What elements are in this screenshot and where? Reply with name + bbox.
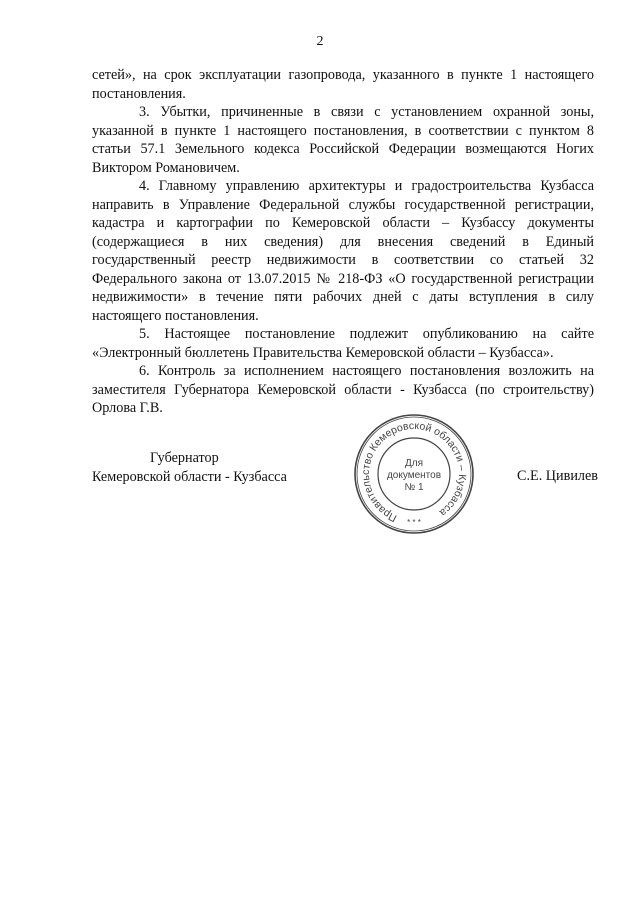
paragraph-4: 4. Главному управлению архитектуры и градостроительства Кузбасса направить в Управление Федеральной службы государственной регистрации, кадастра и картографии по Кемеровской области – Кузбассу документы (содержащиеся в них сведения) для внесения сведений в Единый государственный реестр недвижимости в соответствии со статьей 32 Федерального закона от 13.07.2015 № 218-ФЗ «О государственной регистрации недвижимости» в течение пяти рабочих дней с даты вступления в силу настоящего постановления. <box>92 178 594 324</box>
stamp-center-line2: документов <box>386 470 442 481</box>
signatory-title <box>92 449 302 486</box>
official-stamp <box>353 413 475 535</box>
signatory-name: С.Е. Цивилев <box>517 468 598 484</box>
paragraph-continuation: сетей», на срок эксплуатации газопровода, указанного в пункте 1 настоящего постановления. <box>92 67 594 102</box>
stamp-center-line1: Для <box>404 458 424 469</box>
signatory-title-line1: Губернатор <box>150 450 219 466</box>
stamp-ring-text: Правительство Кемеровской области – Кузбасса <box>359 419 469 525</box>
document-body <box>92 66 594 418</box>
stamp-stars: * * * <box>407 518 421 527</box>
page-number: 2 <box>316 34 324 49</box>
paragraph-6: 6. Контроль за исполнением настоящего постановления возложить на заместителя Губернатора Кемеровской области - Кузбасса (по строительству) Орлова Г.В. <box>92 363 594 416</box>
paragraph-3: 3. Убытки, причиненные в связи с установлением охранной зоны, указанной в пункте 1 настоящего постановления, в соответствии с пунктом 8 статьи 57.1 Земельного кодекса Российской Федерации возмещаются Ногих Виктором Романовичем. <box>92 104 594 176</box>
stamp-center-line3: № 1 <box>404 482 424 493</box>
paragraph-5: 5. Настоящее постановление подлежит опубликованию на сайте «Электронный бюллетень Правительства Кемеровской области – Кузбасса». <box>92 326 594 361</box>
signatory-title-line2: Кемеровской области - Кузбасса <box>92 468 287 485</box>
